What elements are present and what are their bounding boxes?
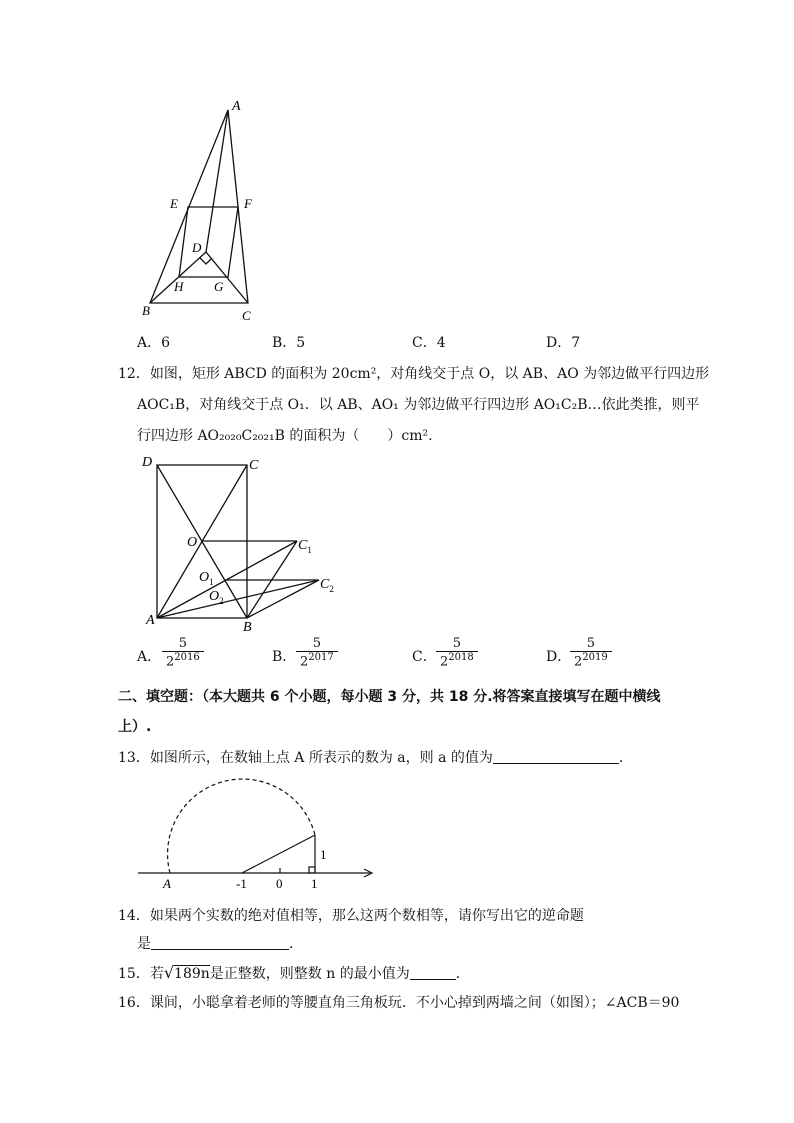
q11-quad-efgh [179, 207, 238, 277]
q12-option-c-letter[interactable]: C． [412, 649, 437, 665]
q16-line-1: 16．课间，小聪拿着老师的等腰直角三角板玩．不小心掉到两墙之间（如图）；∠ACB＝90 [118, 995, 680, 1011]
q11-option-a[interactable]: A．6 [137, 335, 171, 351]
q12-label-o2: $O_2$ [209, 589, 224, 606]
q12-label-b: B [243, 620, 252, 635]
q13-right-angle-mark [309, 867, 315, 873]
section-2-heading-line-1: 二、填空题：（本大题共 6 个小题，每小题 3 分，共 18 分.将答案直接填写在题中横线 [118, 689, 661, 705]
sqrt-symbol: √ [163, 963, 175, 982]
q15-answer-blank[interactable] [410, 965, 456, 980]
q12-label-c2: $C_2$ [320, 577, 334, 594]
q12-figure [135, 450, 355, 640]
q11-line-ad [206, 110, 228, 252]
q12-option-b-letter[interactable]: B． [272, 649, 297, 665]
q12-option-c-fraction: $\frac{5}{2^{2018}}$ [436, 636, 478, 669]
q12-line-bc2 [247, 580, 319, 618]
q13-label-minus-one: -1 [236, 876, 247, 891]
q14-answer-blank[interactable] [151, 935, 289, 950]
q13-question: 13．如图所示，在数轴上点 A 所表示的数为 a，则 a 的值为 ． [118, 750, 633, 766]
q12-label-d: D [142, 455, 153, 470]
q12-label-o: O [187, 535, 198, 550]
q12-option-a-letter[interactable]: A． [137, 649, 162, 665]
q12-line-2: AOC₁B，对角线交于点 O₁．以 AB、AO₁ 为邻边做平行四边形 AO₁C₂B…依此类推，则平 [137, 397, 700, 413]
q11-label-e: E [170, 196, 178, 211]
q11-label-c: C [242, 308, 251, 323]
q11-label-f: F [244, 196, 252, 211]
q13-answer-blank[interactable] [493, 749, 619, 764]
q12-option-d-fraction: $\frac{5}{2^{2019}}$ [570, 636, 612, 669]
q13-hypotenuse [242, 835, 315, 873]
q15-radicand: 189n [174, 966, 210, 982]
q13-label-one: 1 [311, 876, 318, 891]
q13-label-a: A [163, 876, 171, 891]
q12-label-o1: $O_1$ [199, 570, 214, 587]
q12-line-3: 行四边形 AO₂₀₂₀C₂₀₂₁B 的面积为（ ）cm². [137, 428, 433, 444]
q12-label-c1: $C_1$ [298, 538, 312, 555]
q13-label-side: 1 [320, 847, 327, 862]
q15-question: 15．若√189n是正整数，则整数 n 的最小值为 ． [118, 963, 470, 982]
q13-label-zero: 0 [276, 876, 283, 891]
q12-option-a-fraction: $\frac{5}{2^{2016}}$ [162, 636, 204, 669]
q11-right-angle-mark [200, 258, 212, 264]
q13-dashed-arc [168, 779, 315, 873]
q12-label-c: C [249, 458, 259, 473]
q11-option-d[interactable]: D．7 [546, 335, 581, 351]
q14-line-1: 14．如果两个实数的绝对值相等，那么这两个数相等，请你写出它的逆命题 [118, 908, 584, 924]
q12-label-a: A [146, 613, 155, 628]
q11-option-b[interactable]: B．5 [272, 335, 306, 351]
q11-label-d: D [192, 240, 202, 255]
q11-label-a: A [232, 99, 241, 114]
q13-number-line-figure [130, 775, 390, 895]
q12-option-b-fraction: $\frac{5}{2^{2017}}$ [296, 636, 338, 669]
q11-label-b: B [142, 303, 150, 318]
q11-figure [130, 95, 270, 325]
q11-label-h: H [174, 279, 184, 294]
q14-line-2: 是 ． [137, 936, 303, 952]
section-2-heading-line-2: 上）. [118, 719, 152, 735]
q12-line-1: 12．如图，矩形 ABCD 的面积为 20cm²，对角线交于点 O，以 AB、AO 为邻边做平行四边形 [118, 366, 710, 382]
q11-option-c[interactable]: C．4 [412, 335, 446, 351]
q12-option-d-letter[interactable]: D． [546, 649, 572, 665]
q11-label-g: G [214, 279, 224, 294]
q12-line-ac2 [157, 580, 319, 618]
